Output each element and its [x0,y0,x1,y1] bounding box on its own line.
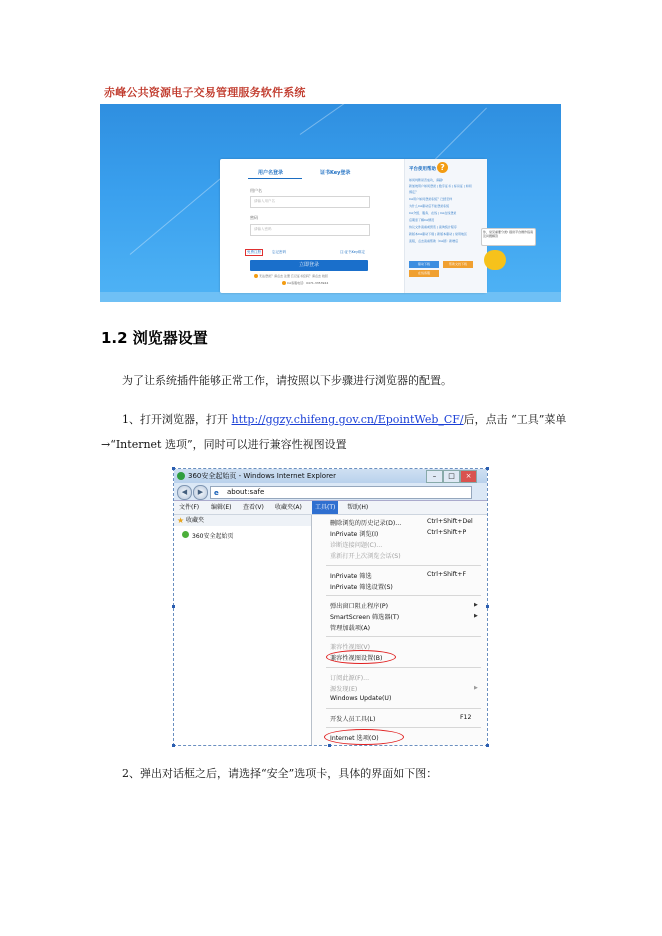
section-heading: 1.2 浏览器设置 [101,329,208,347]
username-label: 用户名 [250,188,262,193]
help-item[interactable]: 为什么CA驱动后不能登录系统 [409,204,450,208]
menu-item-delete-history[interactable]: 删除浏览的历史记录(D)... [330,520,402,527]
window-title: 360安全起始页 - Windows Internet Explorer [188,472,336,480]
tab-username-login[interactable]: 用户名登录 [258,170,284,176]
submenu-arrow-icon: ▶ [474,602,478,608]
step1-prefix: 1、打开浏览器，打开 [122,413,232,426]
resize-handle [328,744,331,747]
submenu-arrow-icon: ▶ [474,613,478,619]
phone-icon [282,281,286,285]
menu-item-inprivate-filter[interactable]: InPrivate 筛选 [330,573,372,580]
back-icon[interactable]: ◀ [177,485,192,500]
step1-paragraph-line2: →“Internet 选项”，同时可以进行兼容性视图设置 [101,438,347,451]
favorites-pane [174,515,312,745]
step2-paragraph: 2、弹出对话框之后，请选择“安全”选项卡，具体的界面如下图： [122,767,438,780]
help-panel [404,159,487,293]
menu-help[interactable]: 帮助(H) [347,504,369,511]
menu-item-internet-options[interactable]: Internet 选项(O) [330,735,379,742]
help-item[interactable]: CA用户如何登录系统？已经怎样 [409,197,453,201]
menu-item-popup-blocker[interactable]: 弹出窗口阻止程序(P) [330,603,389,610]
resize-handle [172,467,175,470]
help-item[interactable]: 新加坡用户如何登录 | 数字证书 | 标识证 | 如何 [409,184,472,188]
register-link[interactable]: 免费注册 [247,250,261,254]
help-item[interactable]: 如何判断是否成功，请戳! [409,178,444,182]
menu-view[interactable]: 查看(V) [243,504,264,511]
menu-item-diagnose: 诊断连接问题(C)... [330,542,383,549]
tools-dropdown-menu [311,515,488,745]
shortcut-inprivate-filter: Ctrl+Shift+F [427,571,467,578]
highlight-oval-internet-options [324,729,404,745]
shortcut-inprivate-browsing: Ctrl+Shift+P [427,529,467,536]
intro-paragraph: 为了让系统插件能够正常工作，请按照以下步骤进行浏览器的配置。 [122,374,452,387]
menu-item-feed-discovery: 源发现(E) [330,686,358,693]
help-doc-download-button[interactable]: 帮助文档下载 [443,261,473,268]
menu-item-compat-view: 兼容性视图(V) [330,644,370,651]
ie-menubar [174,501,487,515]
ie-page-icon: e [214,489,219,497]
submenu-arrow-icon: ▶ [474,685,478,691]
menu-item-smartscreen[interactable]: SmartScreen 筛选器(T) [330,614,400,621]
ie-title-bar [174,469,487,483]
star-icon: ★ [177,516,185,525]
info-icon [254,274,258,278]
ie-address-bar [174,483,487,501]
online-service-button[interactable]: 在线客服 [409,270,439,277]
login-card [220,159,486,293]
step1-paragraph [122,413,566,427]
ie-tools-menu-screenshot [173,468,488,746]
help-item[interactable]: CA介绍、服务、在线 | CA在线登录 [409,211,457,215]
menu-item-inprivate-filter-settings[interactable]: InPrivate 筛选设置(S) [330,584,393,591]
menu-favorites[interactable]: 收藏夹(A) [275,504,302,511]
help-item[interactable]: 后期需了解CA情况 [409,218,435,222]
ca-phone-note [282,281,328,285]
menu-item-subscribe-feed: 订阅此源(F)... [330,675,370,682]
tab-certificate-login[interactable]: 证书Key登录 [320,170,351,176]
login-page-screenshot [100,80,561,302]
minimize-icon[interactable]: – [426,470,443,483]
menu-separator [326,708,481,709]
highlight-oval-compat [326,650,396,664]
mascot-bubble: 你，常见重要分类! 提供平台操作指南及问题解答 [481,228,536,246]
menu-item-windows-update[interactable]: Windows Update(U) [330,695,392,702]
help-item[interactable]: 流程，点击查看帮助（CA锁）新增后 [409,239,459,243]
resize-handle [486,467,489,470]
menu-item-manage-addons[interactable]: 管理加载项(A) [330,625,370,632]
menu-file[interactable]: 文件(F) [179,504,200,511]
help-item[interactable]: 绑定？ [409,190,419,194]
ie-360-icon [177,472,185,480]
help-item[interactable]: 新版本CA驱动下载 | 新版本驱动 | 常用地区 [409,232,467,236]
help-item[interactable]: 协议文件查看或预览 | 查询统计程序 [409,225,457,229]
favorites-label: 收藏夹 [186,517,205,524]
favorites-header [174,515,311,526]
address-text: about:safe [227,488,265,496]
question-icon: ? [437,162,448,173]
username-placeholder: 请输入用户名 [254,199,275,203]
maximize-icon[interactable]: □ [443,470,460,483]
password-label: 密码 [250,215,258,220]
menu-separator [326,595,481,596]
resize-handle [486,605,489,608]
login-banner [100,104,561,302]
driver-download-button[interactable]: 驱动下载 [409,261,439,268]
close-icon[interactable]: × [460,470,477,483]
portal-link[interactable]: http://ggzy.chifeng.gov.cn/EpointWeb_CF/ [231,413,464,426]
360-icon [182,531,189,538]
menu-tools[interactable]: 工具(T) [312,501,338,514]
login-note [254,274,328,278]
favorite-item-label: 360安全起始页 [192,533,234,540]
username-input[interactable] [250,196,370,208]
menu-separator [326,565,481,566]
ca-phone-text: CA客服电话：0471-3353944 [287,281,329,285]
bind-certificate-link[interactable]: 注:证书Key绑定 [340,250,366,254]
menu-edit[interactable]: 编辑(E) [211,504,232,511]
forward-icon[interactable]: ▶ [193,485,208,500]
menu-item-reopen-session: 重新打开上次浏览会话(S) [330,553,401,560]
system-title: 赤峰公共资源电子交易管理服务软件系统 [104,86,306,99]
help-title: 平台使用帮助 [409,167,436,172]
shortcut-developer-tools: F12 [460,714,472,721]
menu-separator [326,727,481,728]
banner-footer [100,292,561,302]
password-placeholder: 请输入密码 [254,227,272,231]
active-tab-underline [248,178,302,179]
shortcut-delete-history: Ctrl+Shift+Del [427,518,473,525]
address-input[interactable] [210,486,472,499]
menu-item-developer-tools[interactable]: 开发人员工具(L) [330,716,376,723]
menu-separator [326,667,481,668]
menu-separator [326,636,481,637]
password-input[interactable] [250,224,370,236]
mascot-icon[interactable] [484,250,506,270]
resize-handle [172,744,175,747]
forgot-password-link[interactable]: 忘记密码 [272,250,286,254]
step1-suffix: 后，点击 “工具”菜单 [463,413,567,426]
resize-handle [486,744,489,747]
login-button[interactable]: 立即登录 [250,260,368,271]
menu-item-inprivate-browsing[interactable]: InPrivate 浏览(I) [330,531,379,538]
login-note-text: 无法登录？请点击 注册 忘记证书密码？请点击 找回 [259,274,328,278]
resize-handle [172,605,175,608]
menu-item-compat-view-settings[interactable]: 兼容性视图设置(B) [330,655,383,662]
